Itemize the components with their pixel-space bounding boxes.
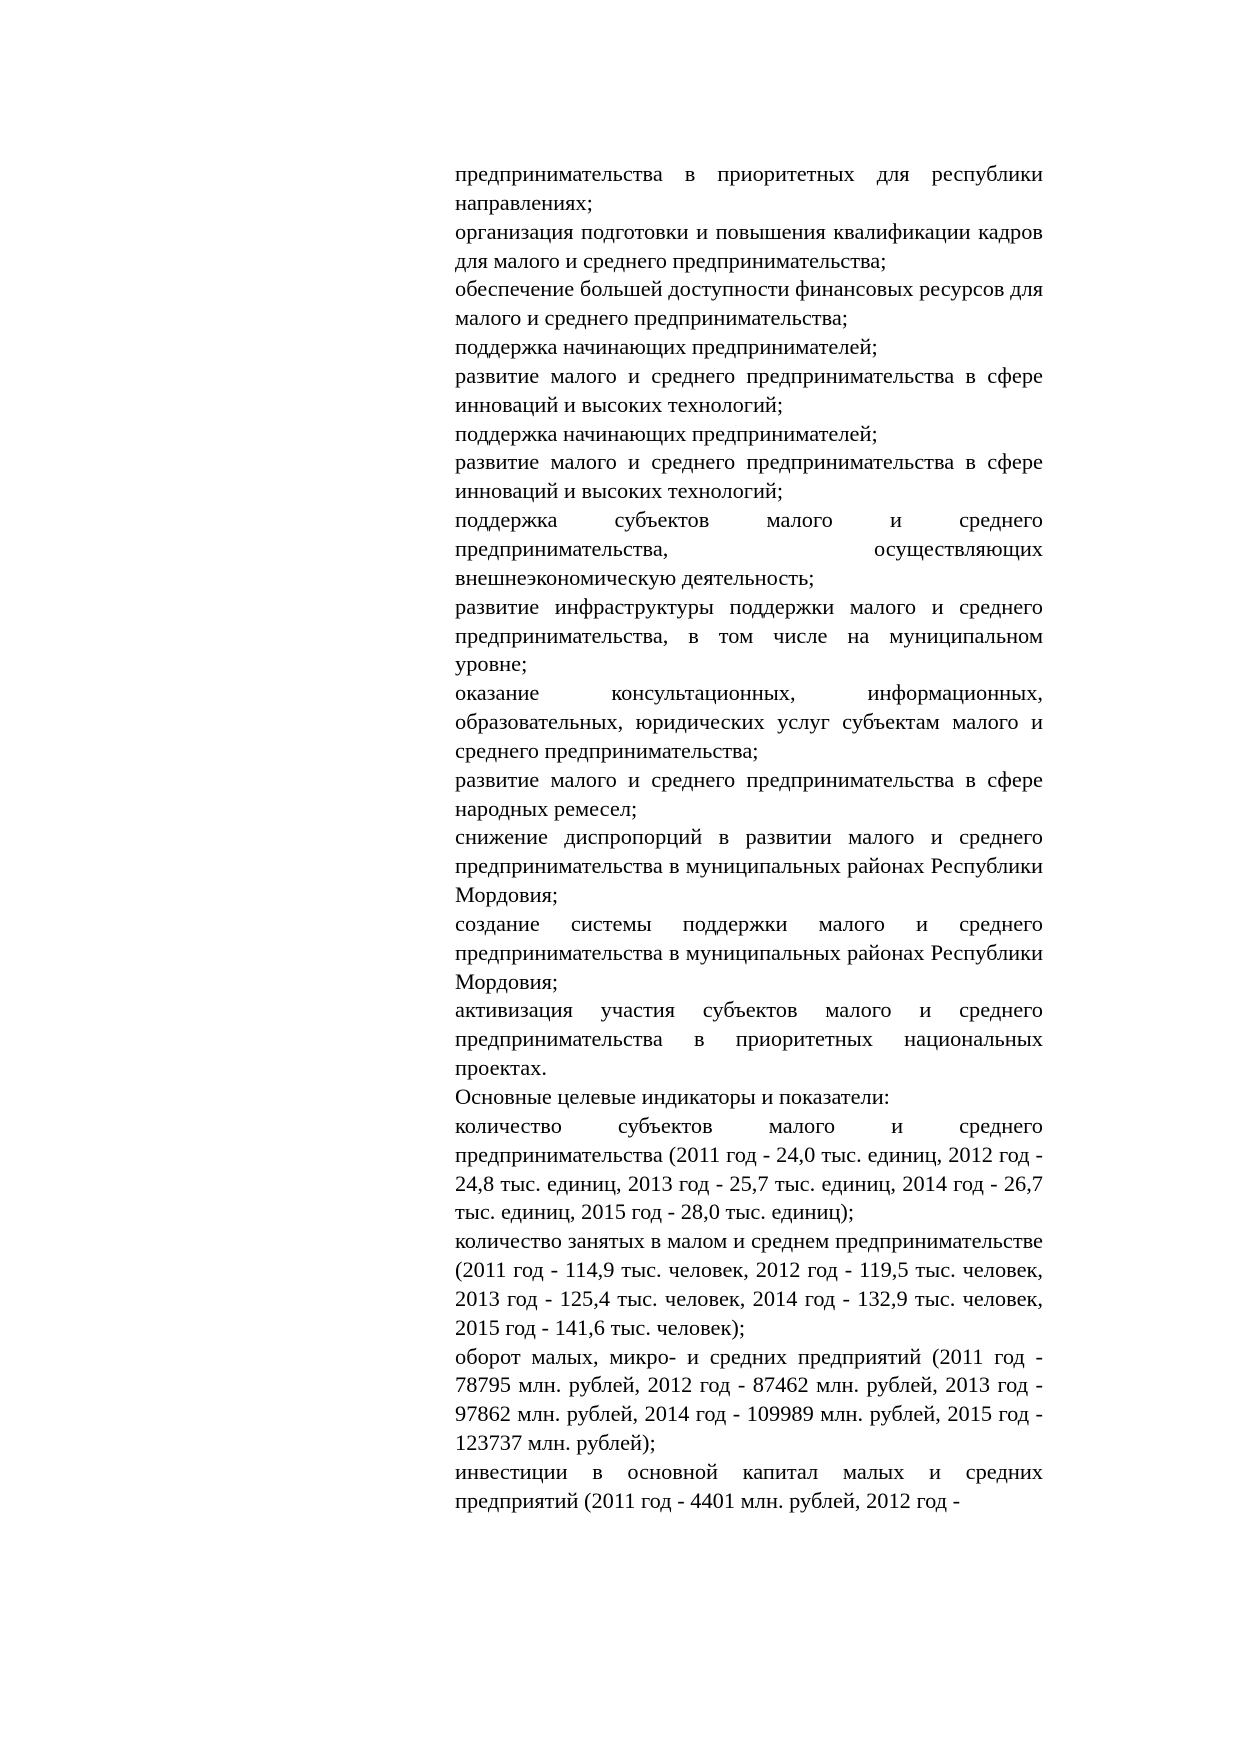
paragraph-investments: инвестиции в основной капитал малых и средних предприятий (2011 год - 4401 млн. рублей, 2012 год - xyxy=(455,1458,1043,1513)
paragraph-consulting-services: оказание консультационных, информационных, образовательных, юридических услуг субъектам малого и среднего предпринимательства; xyxy=(455,680,1043,763)
paragraph-innovation: развитие малого и среднего предпринимательства в сфере инноваций и высоких технологий; xyxy=(455,362,1043,417)
paragraph-number-of-entities: количество субъектов малого и среднего предпринимательства (2011 год - 24,0 тыс. единиц, 2012 год - 24,8 тыс. единиц, 2013 год - 25,7 тыс. единиц, 2014 год - 26,7 тыс. единиц, 2015 год - 28,0 тыс. единиц); xyxy=(455,1112,1043,1225)
paragraph-staff-training: организация подготовки и повышения квалификации кадров для малого и среднего предпринимательства; xyxy=(455,218,1043,273)
paragraph-innovation-repeat: развитие малого и среднего предпринимательства в сфере инноваций и высоких технологий; xyxy=(455,449,1043,504)
paragraph-startup-support: поддержка начинающих предпринимателей; xyxy=(455,334,878,360)
paragraph-foreign-trade: поддержка субъектов малого и среднего предпринимательства, осуществляющих внешнеэкономическую деятельность; xyxy=(455,507,1043,590)
paragraph-turnover: оборот малых, микро- и средних предприятий (2011 год - 78795 млн. рублей, 2012 год - 87462 млн. рублей, 2013 год - 97862 млн. рублей, 2014 год - 109989 млн. рублей, 2015 год - 123737 млн. рублей); xyxy=(455,1343,1043,1456)
paragraph-financial-access: обеспечение большей доступности финансовых ресурсов для малого и среднего предпринимательства; xyxy=(455,276,1043,331)
paragraph-national-projects: активизация участия субъектов малого и среднего предпринимательства в приоритетных национальных проектах. xyxy=(455,997,1043,1081)
paragraph-startup-support-repeat: поддержка начинающих предпринимателей; xyxy=(455,420,878,446)
paragraph-folk-crafts: развитие малого и среднего предпринимательства в сфере народных ремесел; xyxy=(455,766,1043,821)
paragraph-disproportion: снижение диспропорций в развитии малого и среднего предпринимательства в муниципальных районах Республики Мордовия; xyxy=(455,824,1043,908)
paragraph-support-system: создание системы поддержки малого и среднего предпринимательства в муниципальных районах Республики Мордовия; xyxy=(455,910,1043,994)
document-page xyxy=(455,160,1043,1516)
paragraph-number-employed: количество занятых в малом и среднем предпринимательстве (2011 год - 114,9 тыс. человек, 2012 год - 119,5 тыс. человек, 2013 год - 125,4 тыс. человек, 2014 год - 132,9 тыс. человек, 2015 год - 141,6 тыс. человек); xyxy=(455,1228,1043,1340)
paragraph-infrastructure: развитие инфраструктуры поддержки малого и среднего предпринимательства, в том числе на муниципальном уровне; xyxy=(455,593,1043,677)
paragraph-indicators-heading: Основные целевые индикаторы и показатели: xyxy=(455,1084,890,1109)
paragraph-priority-directions: предпринимательства в приоритетных для республики направлениях; xyxy=(455,161,1043,215)
